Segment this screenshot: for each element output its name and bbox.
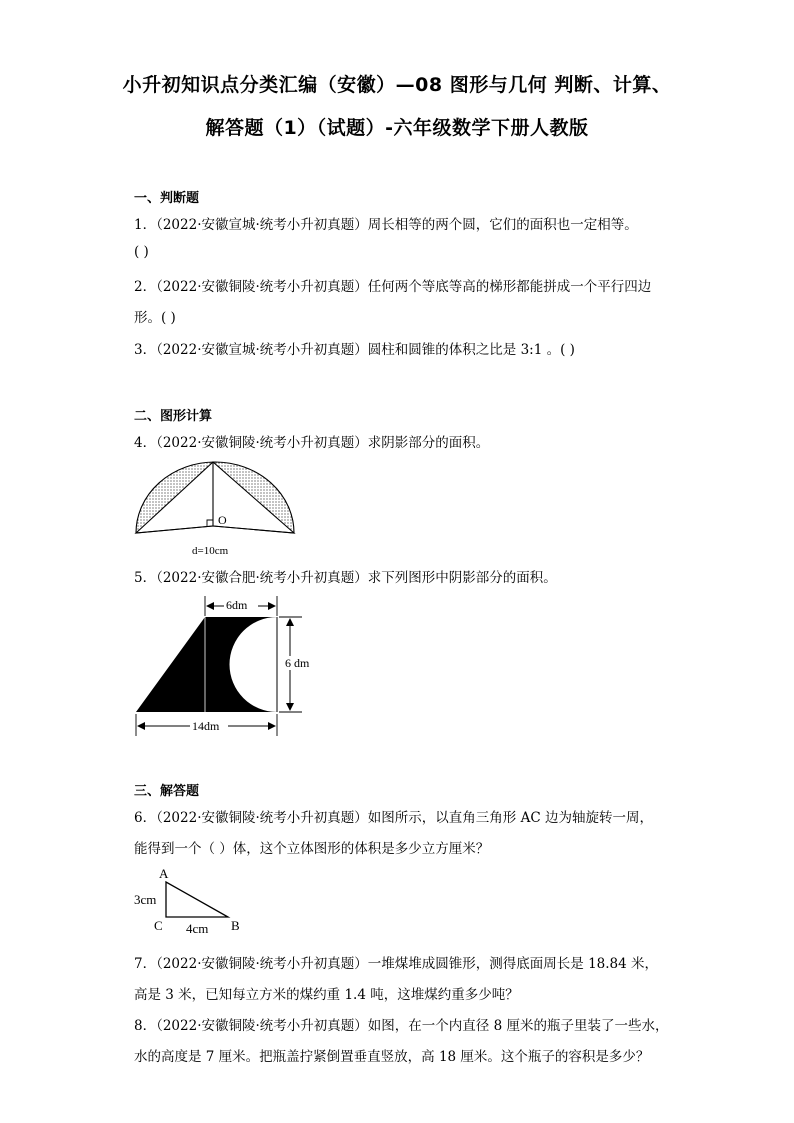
page-title-line-2: 解答题（1）（试题）-六年级数学下册人教版 [205, 117, 589, 139]
page-title-line-1: 小升初知识点分类汇编（安徽）—08 图形与几何 判断、计算、 [122, 74, 672, 96]
section-heading-judgment: 一、判断题 [134, 191, 200, 206]
vertex-c-label: C [154, 918, 163, 933]
question-8-line-2: 水的高度是 7 厘米。把瓶盖拧紧倒置垂直竖放，高 18 厘米。这个瓶子的容积是多少？ [134, 1049, 650, 1065]
question-5-line-1: 5．（2022·安徽合肥·统考小升初真题）求下列图形中阴影部分的面积。 [134, 570, 557, 586]
diameter-label: d=10cm [192, 545, 229, 557]
triangle-shape [166, 882, 228, 917]
question-7-line-2: 高是 3 米，已知每立方米的煤约重 1.4 吨，这堆煤约重多少吨？ [134, 987, 519, 1003]
top-label: 6dm [226, 598, 248, 612]
question-7-line-1: 7．（2022·安徽铜陵·统考小升初真题）一堆煤堆成圆锥形，测得底面周长是 18.84 米， [134, 956, 659, 972]
shaded-shape [136, 617, 277, 712]
question-6-line-1: 6．（2022·安徽铜陵·统考小升初真题）如图所示，以直角三角形 AC 边为轴旋转一周， [134, 810, 653, 826]
question-2-line-2: 形。( ) [134, 310, 176, 326]
side-ac-label: 3cm [134, 892, 157, 907]
question-4-line-1: 4．（2022·安徽铜陵·统考小升初真题）求阴影部分的面积。 [134, 435, 490, 451]
center-label: O [218, 513, 227, 527]
section-heading-figure-calc: 二、图形计算 [134, 409, 213, 424]
vertex-a-label: A [159, 866, 169, 881]
bottom-label: 14dm [192, 719, 220, 733]
question-6-line-2: 能得到一个（ ）体，这个立体图形的体积是多少立方厘米？ [134, 841, 490, 857]
section-heading-solve: 三、解答题 [134, 784, 200, 799]
semicircle-figure [134, 456, 306, 560]
question-1-line-2: ( ) [134, 244, 149, 260]
question-8-line-1: 8．（2022·安徽铜陵·统考小升初真题）如图，在一个内直径 8 厘米的瓶子里装了一些水， [134, 1018, 669, 1034]
trapezoid-figure [132, 594, 322, 739]
question-2-line-1: 2．（2022·安徽铜陵·统考小升初真题）任何两个等底等高的梯形都能拼成一个平行四边 [134, 279, 652, 295]
side-label: 6 dm [285, 656, 310, 670]
question-3-line-1: 3．（2022·安徽宣城·统考小升初真题）圆柱和圆锥的体积之比是 3:1 。( ) [134, 342, 575, 358]
question-1-line-1: 1．（2022·安徽宣城·统考小升初真题）周长相等的两个圆，它们的面积也一定相等。 [134, 217, 638, 233]
right-triangle-figure [132, 864, 250, 936]
vertex-b-label: B [231, 918, 240, 933]
side-cb-label: 4cm [186, 921, 209, 936]
